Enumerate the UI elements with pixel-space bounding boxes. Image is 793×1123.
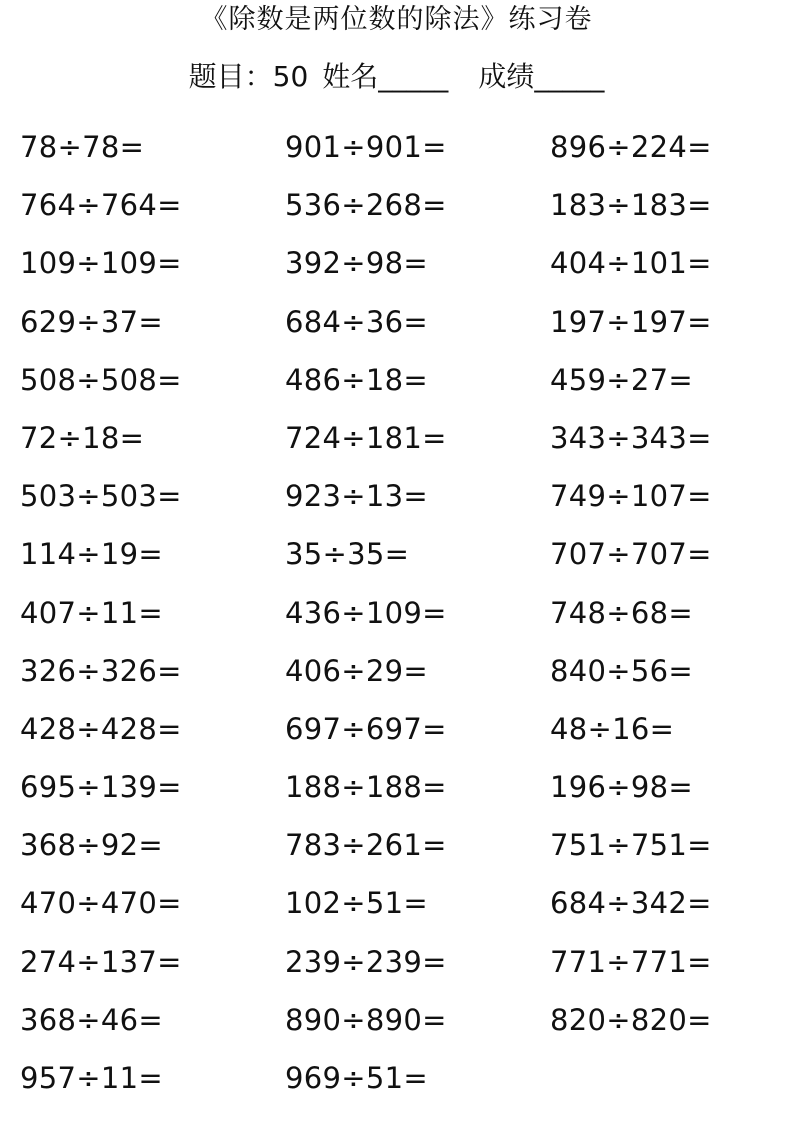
name-field: 姓名_____ <box>322 60 449 93</box>
division-problem: 188÷188= <box>285 770 447 805</box>
division-problem: 392÷98= <box>285 246 428 281</box>
division-problem: 102÷51= <box>285 886 428 921</box>
division-problem: 406÷29= <box>285 653 428 688</box>
question-count: 题目：50 <box>188 60 309 93</box>
division-problem: 896÷224= <box>550 130 712 164</box>
division-problem: 695÷139= <box>20 770 182 805</box>
division-problem: 239÷239= <box>285 944 447 979</box>
division-problem: 923÷13= <box>285 479 428 514</box>
division-problem: 404÷101= <box>550 246 712 281</box>
division-problem: 969÷51= <box>285 1061 428 1095</box>
division-problem: 48÷16= <box>550 711 675 746</box>
division-problem: 183÷183= <box>550 188 712 223</box>
division-problem: 78÷78= <box>20 130 145 164</box>
division-problem: 751÷751= <box>550 828 712 863</box>
division-problem: 783÷261= <box>285 828 447 863</box>
division-problem: 428÷428= <box>20 711 182 746</box>
division-problem: 764÷764= <box>20 188 182 223</box>
problem-grid <box>20 127 780 1117</box>
division-problem: 436÷109= <box>285 595 447 630</box>
division-problem: 196÷98= <box>550 770 693 805</box>
division-problem: 508÷508= <box>20 362 182 397</box>
division-problem: 748÷68= <box>550 595 693 630</box>
division-problem: 697÷697= <box>285 711 447 746</box>
division-problem: 820÷820= <box>550 1002 712 1037</box>
division-problem: 840÷56= <box>550 653 693 688</box>
division-problem: 459÷27= <box>550 362 693 397</box>
division-problem: 890÷890= <box>285 1002 447 1037</box>
problem-column-3 <box>550 127 793 1058</box>
division-problem: 486÷18= <box>285 362 428 397</box>
division-problem: 901÷901= <box>285 130 447 164</box>
worksheet-header-info <box>0 58 793 96</box>
division-problem: 274÷137= <box>20 944 182 979</box>
division-problem: 470÷470= <box>20 886 182 921</box>
division-problem: 771÷771= <box>550 944 712 979</box>
division-problem: 326÷326= <box>20 653 182 688</box>
division-problem: 724÷181= <box>285 420 447 455</box>
problem-column-2 <box>285 127 535 1116</box>
division-problem: 114÷19= <box>20 537 163 572</box>
division-problem: 684÷36= <box>285 304 428 339</box>
division-problem: 707÷707= <box>550 537 712 572</box>
division-problem: 407÷11= <box>20 595 163 630</box>
division-problem: 684÷342= <box>550 886 712 921</box>
division-problem: 109÷109= <box>20 246 182 281</box>
division-problem: 343÷343= <box>550 420 712 455</box>
score-field: 成绩_____ <box>478 60 605 93</box>
division-problem: 368÷46= <box>20 1002 163 1037</box>
worksheet-title: 《除数是两位数的除法》练习卷 <box>200 4 593 35</box>
division-problem: 197÷197= <box>550 304 712 339</box>
division-problem: 536÷268= <box>285 188 447 223</box>
division-problem: 957÷11= <box>20 1061 163 1095</box>
division-problem: 629÷37= <box>20 304 163 339</box>
division-problem: 368÷92= <box>20 828 163 863</box>
problem-column-1 <box>20 127 270 1116</box>
division-problem: 503÷503= <box>20 479 182 514</box>
division-problem: 35÷35= <box>285 537 410 572</box>
division-problem: 72÷18= <box>20 420 145 455</box>
division-problem: 749÷107= <box>550 479 712 514</box>
